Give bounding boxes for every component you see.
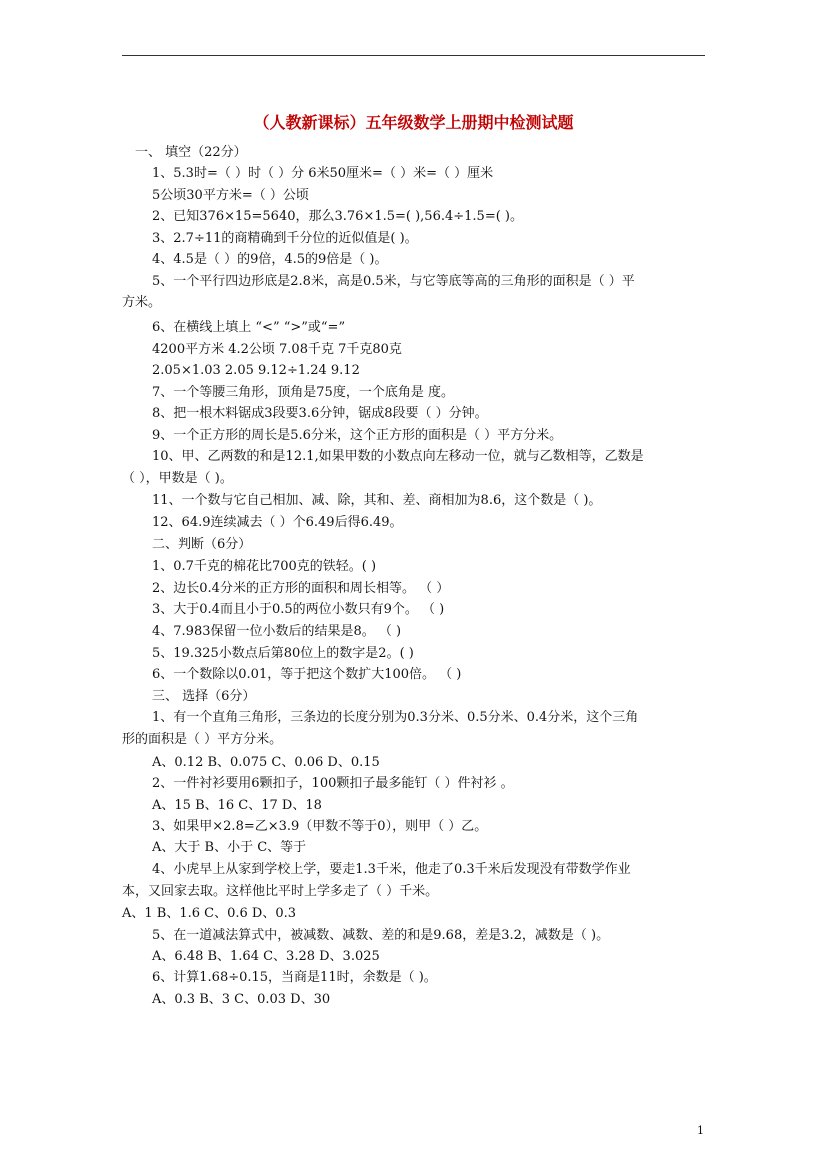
question-line: 8、把一根木料锯成3段要3.6分钟，锯成8段要（ ）分钟。 bbox=[152, 406, 488, 421]
question-line: 2.05×1.03 2.05 9.12÷1.24 9.12 bbox=[152, 363, 360, 378]
question-line-continued: 形的面积是（ ）平方分米。 bbox=[122, 732, 283, 747]
answer-options: A、1 B、1.6 C、0.6 D、0.3 bbox=[122, 906, 297, 921]
question-line: 11、一个数与它自己相加、减、除，其和、差、商相加为8.6，这个数是（ )。 bbox=[152, 493, 602, 508]
question-line: 4、小虎早上从家到学校上学，要走1.3千米，他走了0.3千米后发现没有带数学作业 bbox=[152, 862, 631, 877]
question-line-continued: 方米。 bbox=[122, 295, 162, 310]
question-line: 3、如果甲×2.8=乙×3.9（甲数不等于0），则甲（ ）乙。 bbox=[152, 819, 488, 834]
question-line: 7、一个等腰三角形，顶角是75度，一个底角是 度。 bbox=[152, 385, 454, 400]
answer-options: A、6.48 B、1.64 C、3.28 D、3.025 bbox=[152, 949, 380, 964]
question-line-continued: 本，又回家去取。这样他比平时上学多走了（ ）千米。 bbox=[122, 884, 439, 899]
question-line: 2、已知376×15=5640，那么3.76×1.5=( ),56.4÷1.5=( )。 bbox=[152, 209, 523, 224]
question-line: 4200平方米 4.2公顷 7.08千克 7千克80克 bbox=[152, 342, 402, 357]
question-line: 6、计算1.68÷0.15，当商是11时，余数是（ )。 bbox=[152, 970, 437, 985]
question-line: 1、5.3时=（ ）时（ ）分 6米50厘米=（ ）米=（ ）厘米 bbox=[152, 166, 494, 181]
answer-options: A、15 B、16 C、17 D、18 bbox=[152, 798, 322, 813]
header-rule bbox=[122, 55, 705, 56]
question-line: 5公顷30平方米=（ ）公顷 bbox=[152, 188, 309, 203]
answer-options: A、大于 B、小于 C、等于 bbox=[152, 840, 307, 855]
section-heading-judge: 二、判断（6分） bbox=[152, 537, 252, 552]
question-line: 6、在横线上填上 “<” “>”或“=” bbox=[152, 320, 346, 335]
question-line: 6、一个数除以0.01，等于把这个数扩大100倍。 （ ) bbox=[152, 667, 462, 682]
section-heading-choice: 三、 选择（6分） bbox=[152, 689, 256, 704]
question-line: 12、64.9连续减去（ ）个6.49后得6.49。 bbox=[152, 515, 403, 530]
answer-options: A、0.3 B、3 C、0.03 D、30 bbox=[152, 992, 331, 1007]
question-line: 1、有一个直角三角形，三条边的长度分别为0.3分米、0.5分米、0.4分米，这个三角 bbox=[152, 710, 639, 725]
question-line: 5、19.325小数点后第80位上的数字是2。( ) bbox=[152, 646, 414, 661]
section-heading-fill-blank: 一、 填空（22分） bbox=[135, 145, 247, 160]
question-line: 1、0.7千克的棉花比700克的铁轻。( ) bbox=[152, 559, 377, 574]
question-line: 2、一件衬衫要用6颗扣子，100颗扣子最多能钉（ ）件衬衫 。 bbox=[152, 776, 514, 791]
page-number: 1 bbox=[697, 1124, 704, 1137]
question-line: 3、大于0.4而且小于0.5的两位小数只有9个。 （ ) bbox=[152, 602, 445, 617]
question-line: 5、在一道减法算式中，被减数、减数、差的和是9.68，差是3.2，减数是（ )。 bbox=[152, 928, 610, 943]
question-line: 10、甲、乙两数的和是12.1,如果甲数的小数点向左移动一位，就与乙数相等，乙数是 bbox=[152, 449, 644, 464]
question-line: 2、边长0.4分米的正方形的面积和周长相等。 （ ） bbox=[152, 581, 450, 596]
question-line-continued: （ ），甲数是（ )。 bbox=[122, 471, 233, 486]
question-line: 4、7.983保留一位小数后的结果是8。 （ ) bbox=[152, 624, 402, 639]
page-title: （人教新课标）五年级数学上册期中检测试题 bbox=[253, 113, 574, 132]
question-line: 3、2.7÷11的商精确到千分位的近似值是( )。 bbox=[152, 231, 418, 246]
question-line: 4、4.5是（ ）的9倍，4.5的9倍是（ )。 bbox=[152, 252, 388, 267]
question-line: 9、一个正方形的周长是5.6分米，这个正方形的面积是（ ）平方分米。 bbox=[152, 428, 563, 443]
question-line: 5、一个平行四边形底是2.8米，高是0.5米，与它等底等高的三角形的面积是（ ）平 bbox=[152, 274, 635, 289]
answer-options: A、0.12 B、0.075 C、0.06 D、0.15 bbox=[152, 755, 380, 770]
